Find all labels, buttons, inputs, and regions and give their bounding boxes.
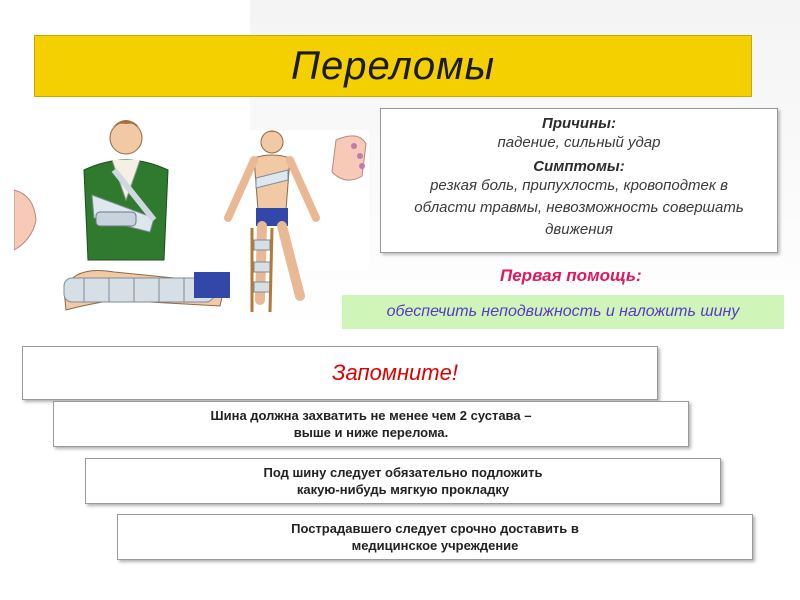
symptoms-line-1: резкая боль, припухлость, кровоподтек в	[430, 177, 728, 194]
remember-label: Запомните!	[332, 360, 458, 385]
illustrations-panel	[14, 100, 374, 330]
causes-text: падение, сильный удар	[497, 134, 661, 151]
rule-box-padding	[85, 458, 721, 504]
bare-foot-icon	[332, 136, 366, 180]
rule-3-line-2: медицинское учреждение	[351, 538, 519, 553]
symptoms-heading: Симптомы:	[533, 158, 625, 175]
rule-box-joints	[53, 401, 689, 447]
rule-3-line-1: Пострадавшего следует срочно доставить в	[291, 521, 579, 536]
rule-1-line-2: выше и ниже перелома.	[293, 425, 449, 440]
splinted-leg-icon	[64, 270, 230, 310]
first-aid-text: обеспечить неподвижность и наложить шину	[386, 303, 740, 320]
symptoms-line-2: области травмы, невозможность совершать	[414, 199, 744, 216]
remember-box	[22, 346, 658, 400]
causes-symptoms-box	[380, 108, 778, 253]
first-aid-box	[342, 295, 784, 329]
rule-1-line-1: Шина должна захватить не менее чем 2 сустава –	[210, 408, 532, 423]
rule-box-hospital	[117, 514, 753, 560]
page-title: Переломы	[290, 43, 496, 88]
symptoms-line-3: движения	[545, 221, 613, 238]
title-banner	[34, 35, 752, 97]
rule-2-line-2: какую-нибудь мягкую прокладку	[296, 482, 510, 497]
rule-2-line-1: Под шину следует обязательно подложить	[263, 465, 543, 480]
first-aid-label: Первая помощь:	[500, 266, 642, 285]
causes-heading: Причины:	[542, 115, 616, 132]
